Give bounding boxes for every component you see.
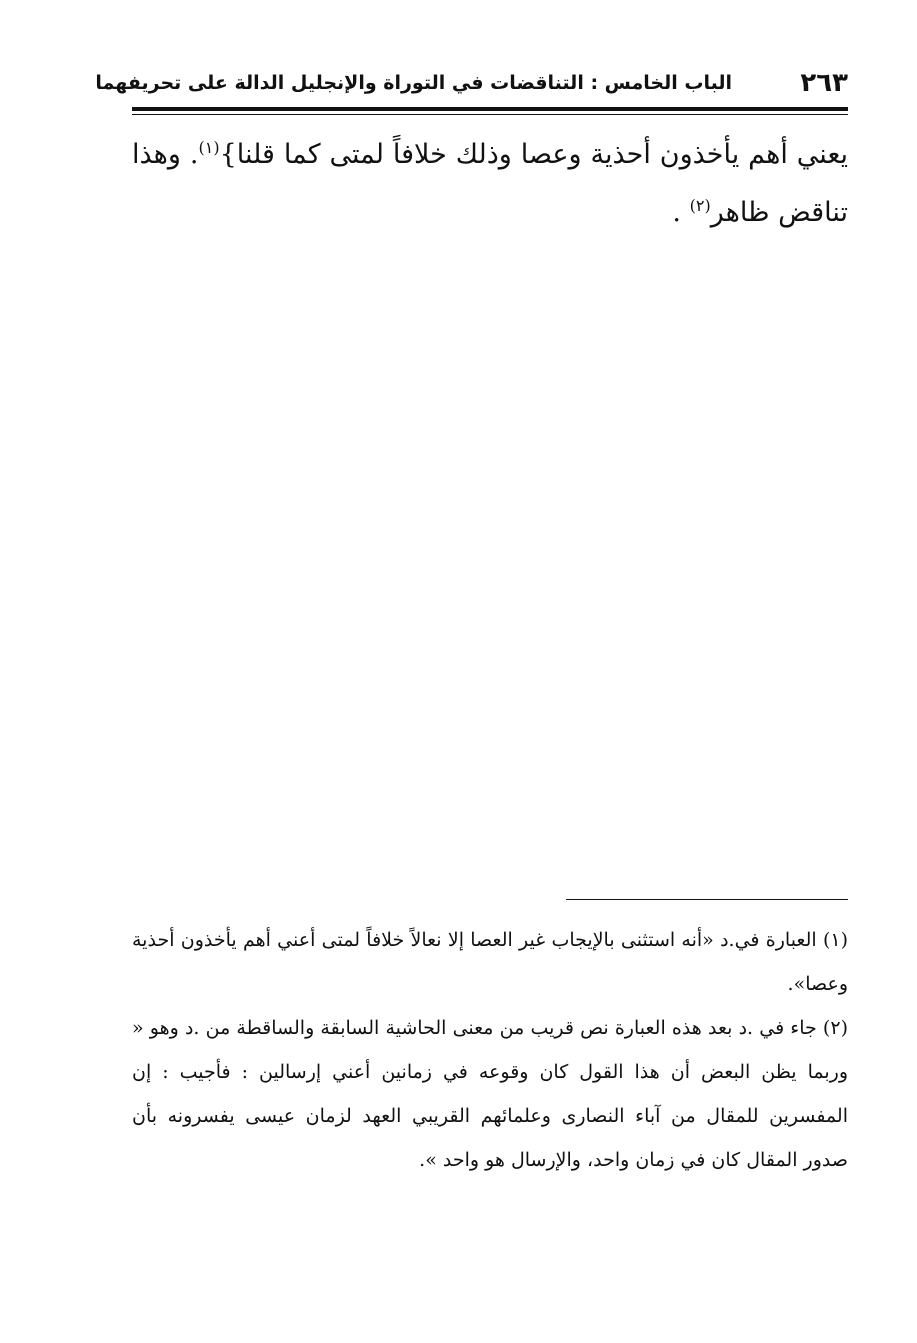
main-text-part-2: . وهذا تناقض ظاهر — [132, 139, 848, 228]
main-paragraph — [132, 126, 848, 242]
page-number: ٢٦٣ — [800, 68, 848, 98]
footnote-2: (٢) جاء في .د بعد هذه العبارة نص قريب من معنى الحاشية السابقة والساقطة من .د وهو « وربما يظن البعض أن هذا القول كان وقوعه في زمانين أعني إرسالين : فأجيب : إن المفسرين للمقال من آباء النصارى وعلمائهم القريبي العهد لزمان عيسى يفسرونه بأن صدور المقال كان في زمان واحد، والإرسال هو واحد ». — [132, 1017, 848, 1171]
footnote-ref-2[interactable]: (٢) — [689, 196, 711, 215]
running-title: الباب الخامس : التناقضات في التوراة والإنجليل الدالة على تحريفهما — [95, 72, 732, 94]
footnote-separator — [566, 899, 848, 900]
footnote-1: (١) العبارة في.د «أنه استثنى بالإيجاب غير العصا إلا نعالاً خلافاً لمتى أعني أهم يأخذون أحذية وعصا». — [132, 929, 848, 995]
footnote-ref-1[interactable]: (١) — [198, 138, 220, 157]
header-rule-thin — [132, 114, 848, 115]
footnotes — [132, 918, 848, 1182]
main-text — [132, 126, 848, 242]
header-rule-thick — [132, 107, 848, 111]
main-text-end: . — [672, 197, 690, 228]
main-text-part-1: يعني أهم يأخذون أحذية وعصا وذلك خلافاً لمتى كما قلنا} — [219, 139, 848, 170]
page-header — [95, 66, 848, 106]
